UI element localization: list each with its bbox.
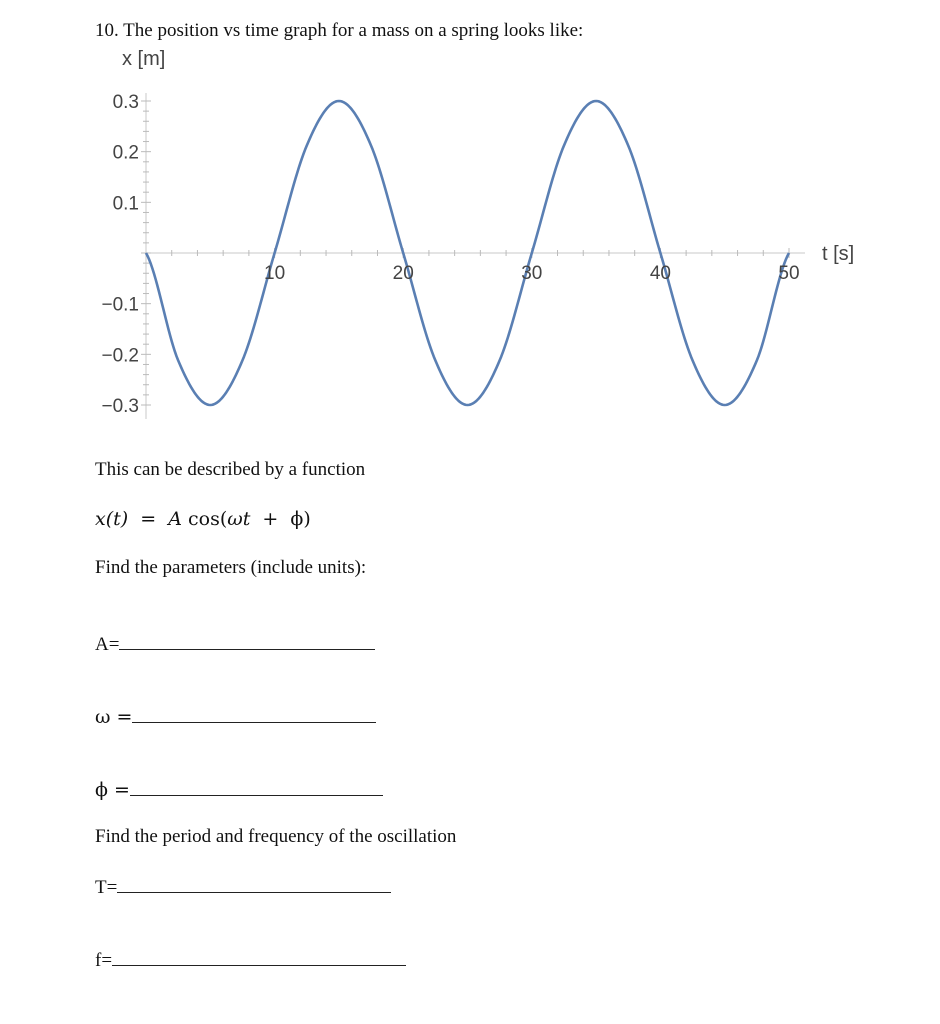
period-answer-line[interactable] (117, 874, 391, 893)
formula-cos: cos( (187, 508, 228, 530)
formula-equals: = (140, 508, 157, 530)
formula-omega-t: ωt (227, 508, 251, 530)
y-axis-label: x [m] (122, 48, 166, 70)
frequency-answer-line[interactable] (112, 947, 406, 966)
period-answer (95, 874, 391, 899)
amplitude-label: A= (95, 634, 120, 655)
amplitude-answer-line[interactable] (119, 631, 375, 650)
omega-answer (95, 704, 376, 728)
y-tick-label: −0.3 (101, 396, 139, 417)
position-time-chart (0, 0, 940, 440)
chart-axes (146, 93, 805, 419)
find-period-prompt: Find the period and frequency of the oscillation (95, 826, 457, 847)
x-tick-label: 20 (392, 263, 414, 284)
x-tick-label: 10 (264, 263, 286, 284)
chart-labels (101, 48, 854, 417)
formula-amplitude: A (168, 508, 182, 530)
phi-label: ϕ = (95, 779, 130, 801)
amplitude-answer (95, 631, 375, 656)
frequency-answer (95, 947, 406, 972)
x-tick-label: 30 (521, 263, 543, 284)
x-tick-label: 40 (649, 263, 671, 284)
find-parameters-prompt: Find the parameters (include units): (95, 557, 367, 578)
formula-phase: ϕ) (290, 508, 311, 530)
omega-label: ω = (95, 706, 133, 728)
y-tick-label: −0.2 (101, 345, 139, 367)
phi-answer-line[interactable] (130, 777, 383, 796)
question-heading: 10. The position vs time graph for a mass on a spring looks like: (95, 20, 584, 41)
y-tick-label: 0.1 (112, 193, 139, 215)
formula-lhs: x(t) (95, 508, 129, 530)
period-label: T= (95, 877, 118, 898)
x-tick-label: 50 (778, 263, 800, 284)
formula-plus: + (262, 508, 279, 530)
x-axis-label: t [s] (822, 243, 855, 265)
y-tick-label: 0.2 (112, 142, 139, 164)
phi-answer (95, 777, 383, 801)
function-intro: This can be described by a function (95, 459, 366, 480)
y-tick-label: 0.3 (112, 92, 139, 113)
y-tick-label: −0.1 (101, 294, 139, 316)
omega-answer-line[interactable] (132, 704, 376, 723)
function-formula (95, 508, 311, 530)
frequency-label: f= (95, 950, 113, 971)
